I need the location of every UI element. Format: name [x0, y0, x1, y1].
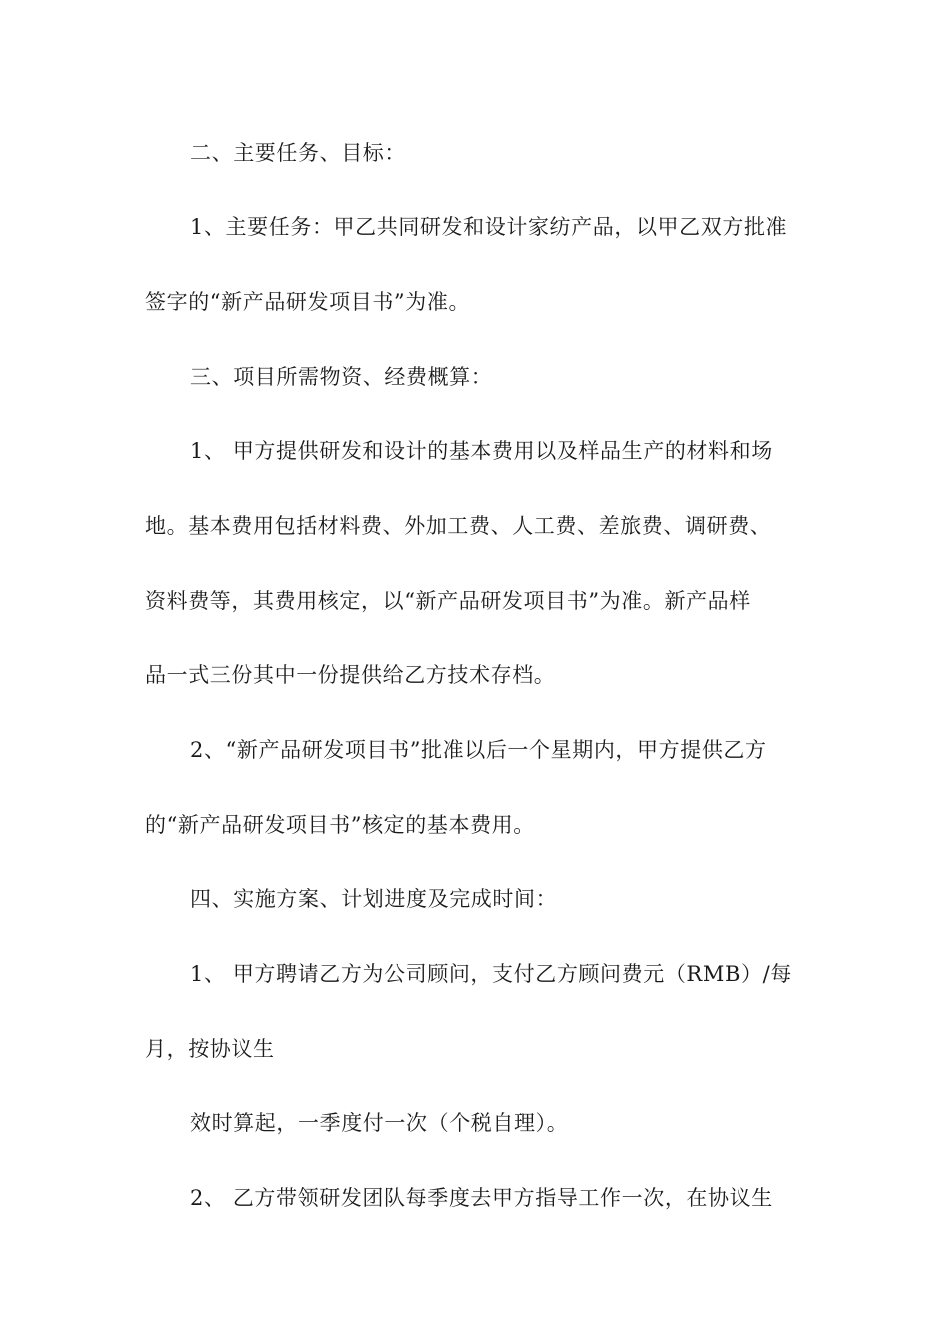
paragraph-line: 地。基本费用包括材料费、外加工费、人工费、差旅费、调研费、 [145, 514, 772, 538]
paragraph-line: 的“新产品研发项目书”核定的基本费用。 [145, 813, 535, 837]
paragraph-line: 资料费等，其费用核定，以“新产品研发项目书”为准。新产品样 [145, 589, 751, 613]
paragraph-line: 品一式三份其中一份提供给乙方技术存档。 [145, 663, 556, 687]
paragraph-line: 1、 甲方提供研发和设计的基本费用以及样品生产的材料和场 [190, 439, 773, 463]
paragraph-line: 签字的“新产品研发项目书”为准。 [145, 290, 471, 314]
paragraph-line: 1、 甲方聘请乙方为公司顾问，支付乙方顾问费元（RMB）/每 [190, 962, 792, 986]
paragraph-line: 2、 乙方带领研发团队每季度去甲方指导工作一次，在协议生 [190, 1186, 773, 1210]
section-heading-plan: 四、实施方案、计划进度及完成时间： [190, 887, 558, 911]
paragraph-line: 效时算起，一季度付一次（个税自理）。 [190, 1111, 569, 1135]
section-heading-tasks: 二、主要任务、目标： [190, 141, 406, 165]
paragraph-line: 月，按协议生 [145, 1037, 275, 1061]
section-heading-budget: 三、项目所需物资、经费概算： [190, 365, 493, 389]
paragraph-line: 1、主要任务：甲乙共同研发和设计家纺产品，以甲乙双方批准 [190, 215, 788, 239]
paragraph-line: 2、“新产品研发项目书”批准以后一个星期内，甲方提供乙方 [190, 738, 767, 762]
